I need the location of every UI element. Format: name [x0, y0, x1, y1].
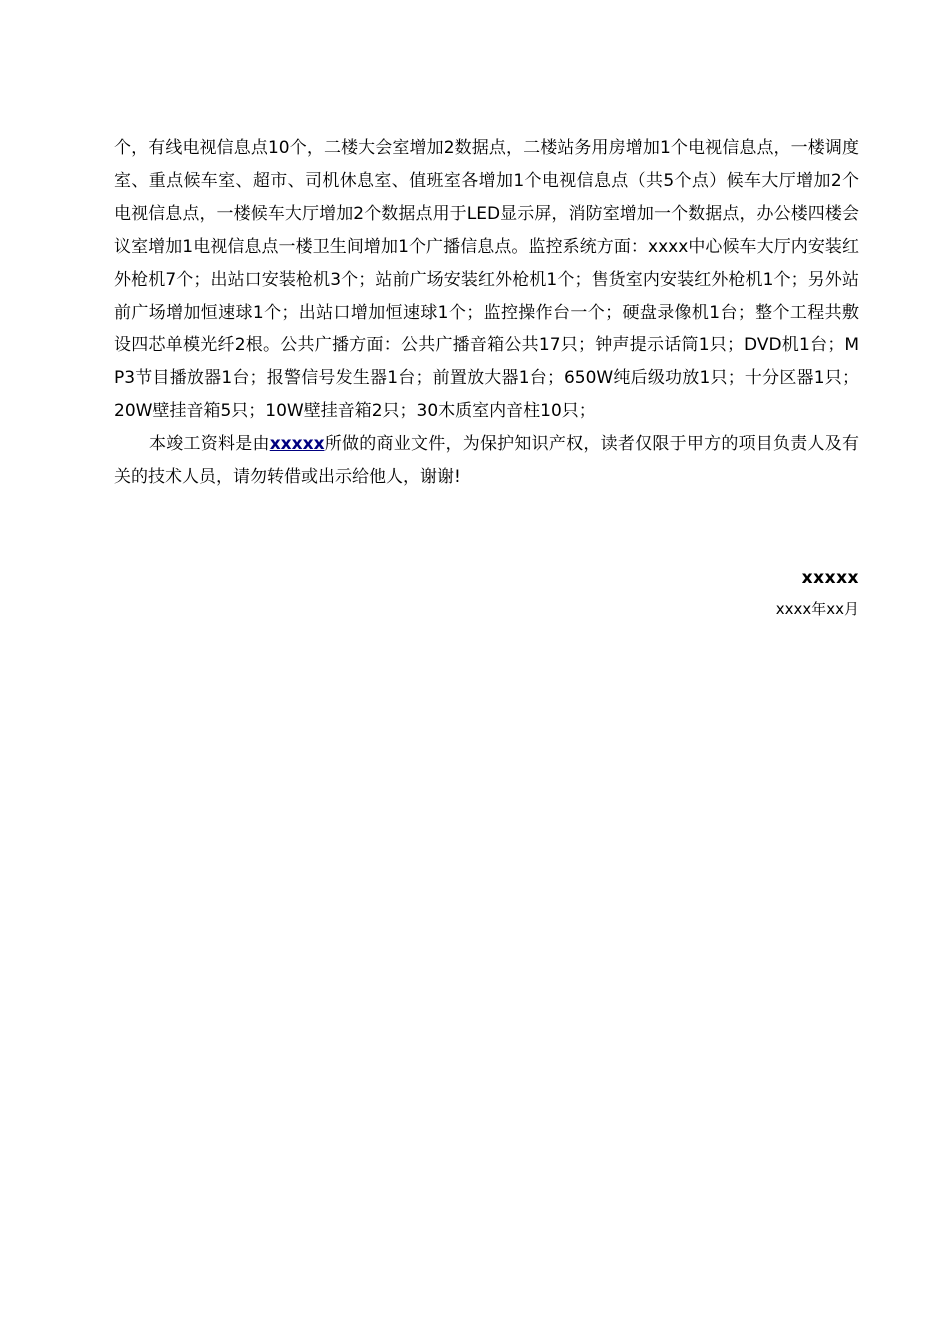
company-link[interactable]: xxxxx	[269, 434, 325, 455]
copyright-text-after-link: 所做的商业文件，为保护知识产权，读者仅限于甲方的项目负责人及有关的技术人员，请勿转借或出示给他人，谢谢!	[114, 434, 860, 488]
signature-date: xxxx年xx月	[775, 600, 859, 618]
document-body	[114, 132, 859, 494]
signature-company-name: xxxxx	[801, 568, 859, 588]
paragraph-system-details: 个，有线电视信息点10个，二楼大会室增加2数据点，二楼站务用房增加1个电视信息点，一楼调度室、重点候车室、超市、司机休息室、值班室各增加1个电视信息点（共5个点）候车大厅增加2个电视信息点，一楼候车大厅增加2个数据点用于LED显示屏，消防室增加一个数据点，办公楼四楼会议室增加1电视信息点一楼卫生间增加1个广播信息点。监控系统方面：xxxx中心候车大厅内安装红外枪机7个；出站口安装枪机3个；站前广场安装红外枪机1个；售货室内安装红外枪机1个；另外站前广场增加恒速球1个；出站口增加恒速球1个；监控操作台一个；硬盘录像机1台；整个工程共敷设四芯单模光纤2根。公共广播方面：公共广播音箱公共17只；钟声提示话筒1只；DVD机1台；MP3节目播放器1台；报警信号发生器1台；前置放大器1台；650W纯后级功放1只；十分区器1只；20W壁挂音箱5只；10W壁挂音箱2只；30木质室内音柱10只；	[114, 138, 859, 422]
paragraph-copyright-notice	[114, 428, 859, 494]
copyright-text-before-link: 本竣工资料是由	[149, 434, 270, 455]
signature-block	[776, 565, 859, 621]
